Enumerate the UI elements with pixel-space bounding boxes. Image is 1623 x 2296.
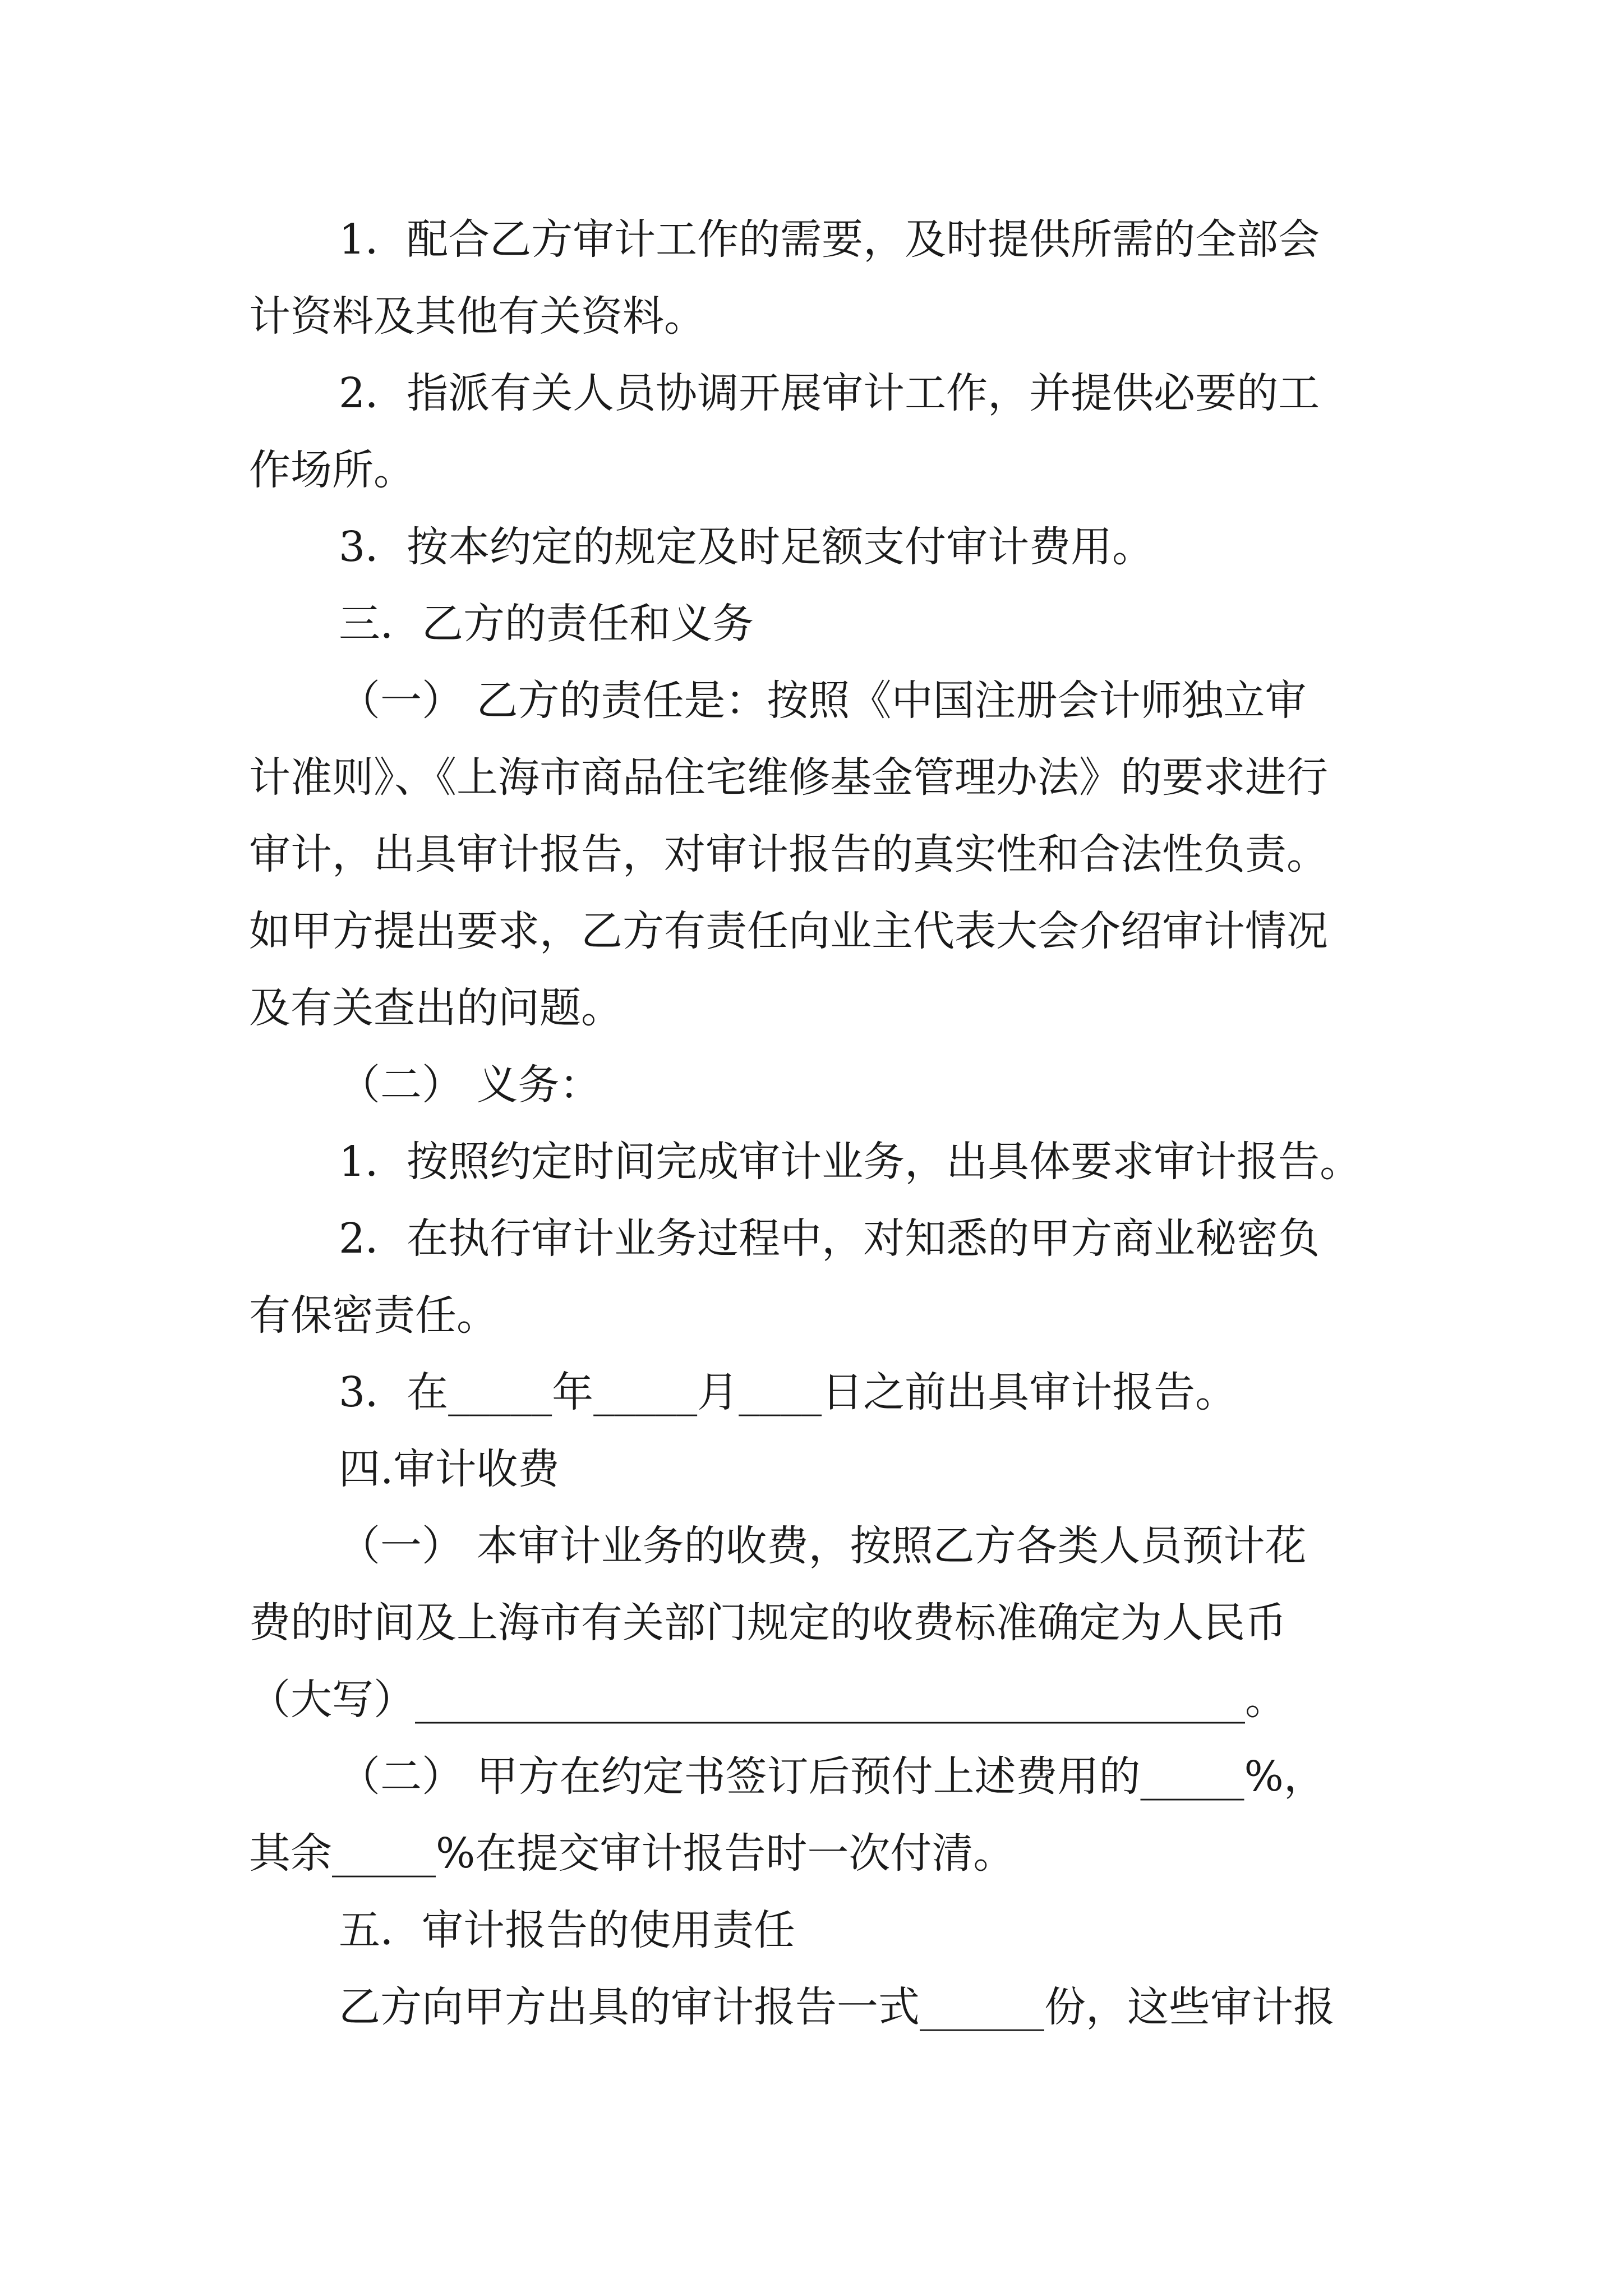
paragraph-line: 审计，出具审计报告，对审计报告的真实性和合法性负责。: [249, 830, 1328, 878]
paragraph-line: （二） 甲方在约定书签订后预付上述费用的_____%，: [339, 1752, 1325, 1801]
paragraph-line: 作场所。: [249, 446, 415, 494]
paragraph-line: 计资料及其他有关资料。: [249, 292, 706, 341]
paragraph-line: 及有关查出的问题。: [249, 984, 623, 1032]
paragraph-line: 2．在执行审计业务过程中，对知悉的甲方商业秘密负: [339, 1214, 1320, 1263]
paragraph-line: 3．在_____年_____月____日之前出具审计报告。: [339, 1368, 1237, 1416]
subsection-heading: （二） 义务：: [339, 1061, 601, 1109]
paragraph-line: 3．按本约定的规定及时足额支付审计费用。: [339, 523, 1154, 571]
section-heading: 三．乙方的责任和义务: [339, 600, 754, 648]
paragraph-line: 1．配合乙方审计工作的需要，及时提供所需的全部会: [339, 215, 1320, 264]
paragraph-line: 2．指派有关人员协调开展审计工作，并提供必要的工: [339, 369, 1320, 417]
paragraph-line: 如甲方提出要求，乙方有责任向业主代表大会介绍审计情况: [249, 907, 1328, 955]
paragraph-line: 有保密责任。: [249, 1291, 498, 1340]
section-heading: 五．审计报告的使用责任: [339, 1906, 795, 1954]
paragraph-line: 其余_____%在提交审计报告时一次付清。: [249, 1829, 1015, 1878]
paragraph-line: 1．按照约定时间完成审计业务，出具体要求审计报告。: [339, 1138, 1362, 1186]
paragraph-line: 乙方向甲方出具的审计报告一式______份，这些审计报: [339, 1983, 1335, 2031]
paragraph-line: （大写）________________________________________。: [249, 1676, 1287, 1724]
paragraph-line: 费的时间及上海市有关部门规定的收费标准确定为人民币: [249, 1599, 1287, 1647]
paragraph-line: （一） 本审计业务的收费，按照乙方各类人员预计花: [339, 1522, 1307, 1570]
paragraph-line: 计准则》、《上海市商品住宅维修基金管理办法》的要求进行: [249, 753, 1328, 802]
paragraph-line: （一） 乙方的责任是：按照《中国注册会计师独立审: [339, 677, 1307, 725]
section-heading: 四.审计收费: [339, 1445, 560, 1493]
